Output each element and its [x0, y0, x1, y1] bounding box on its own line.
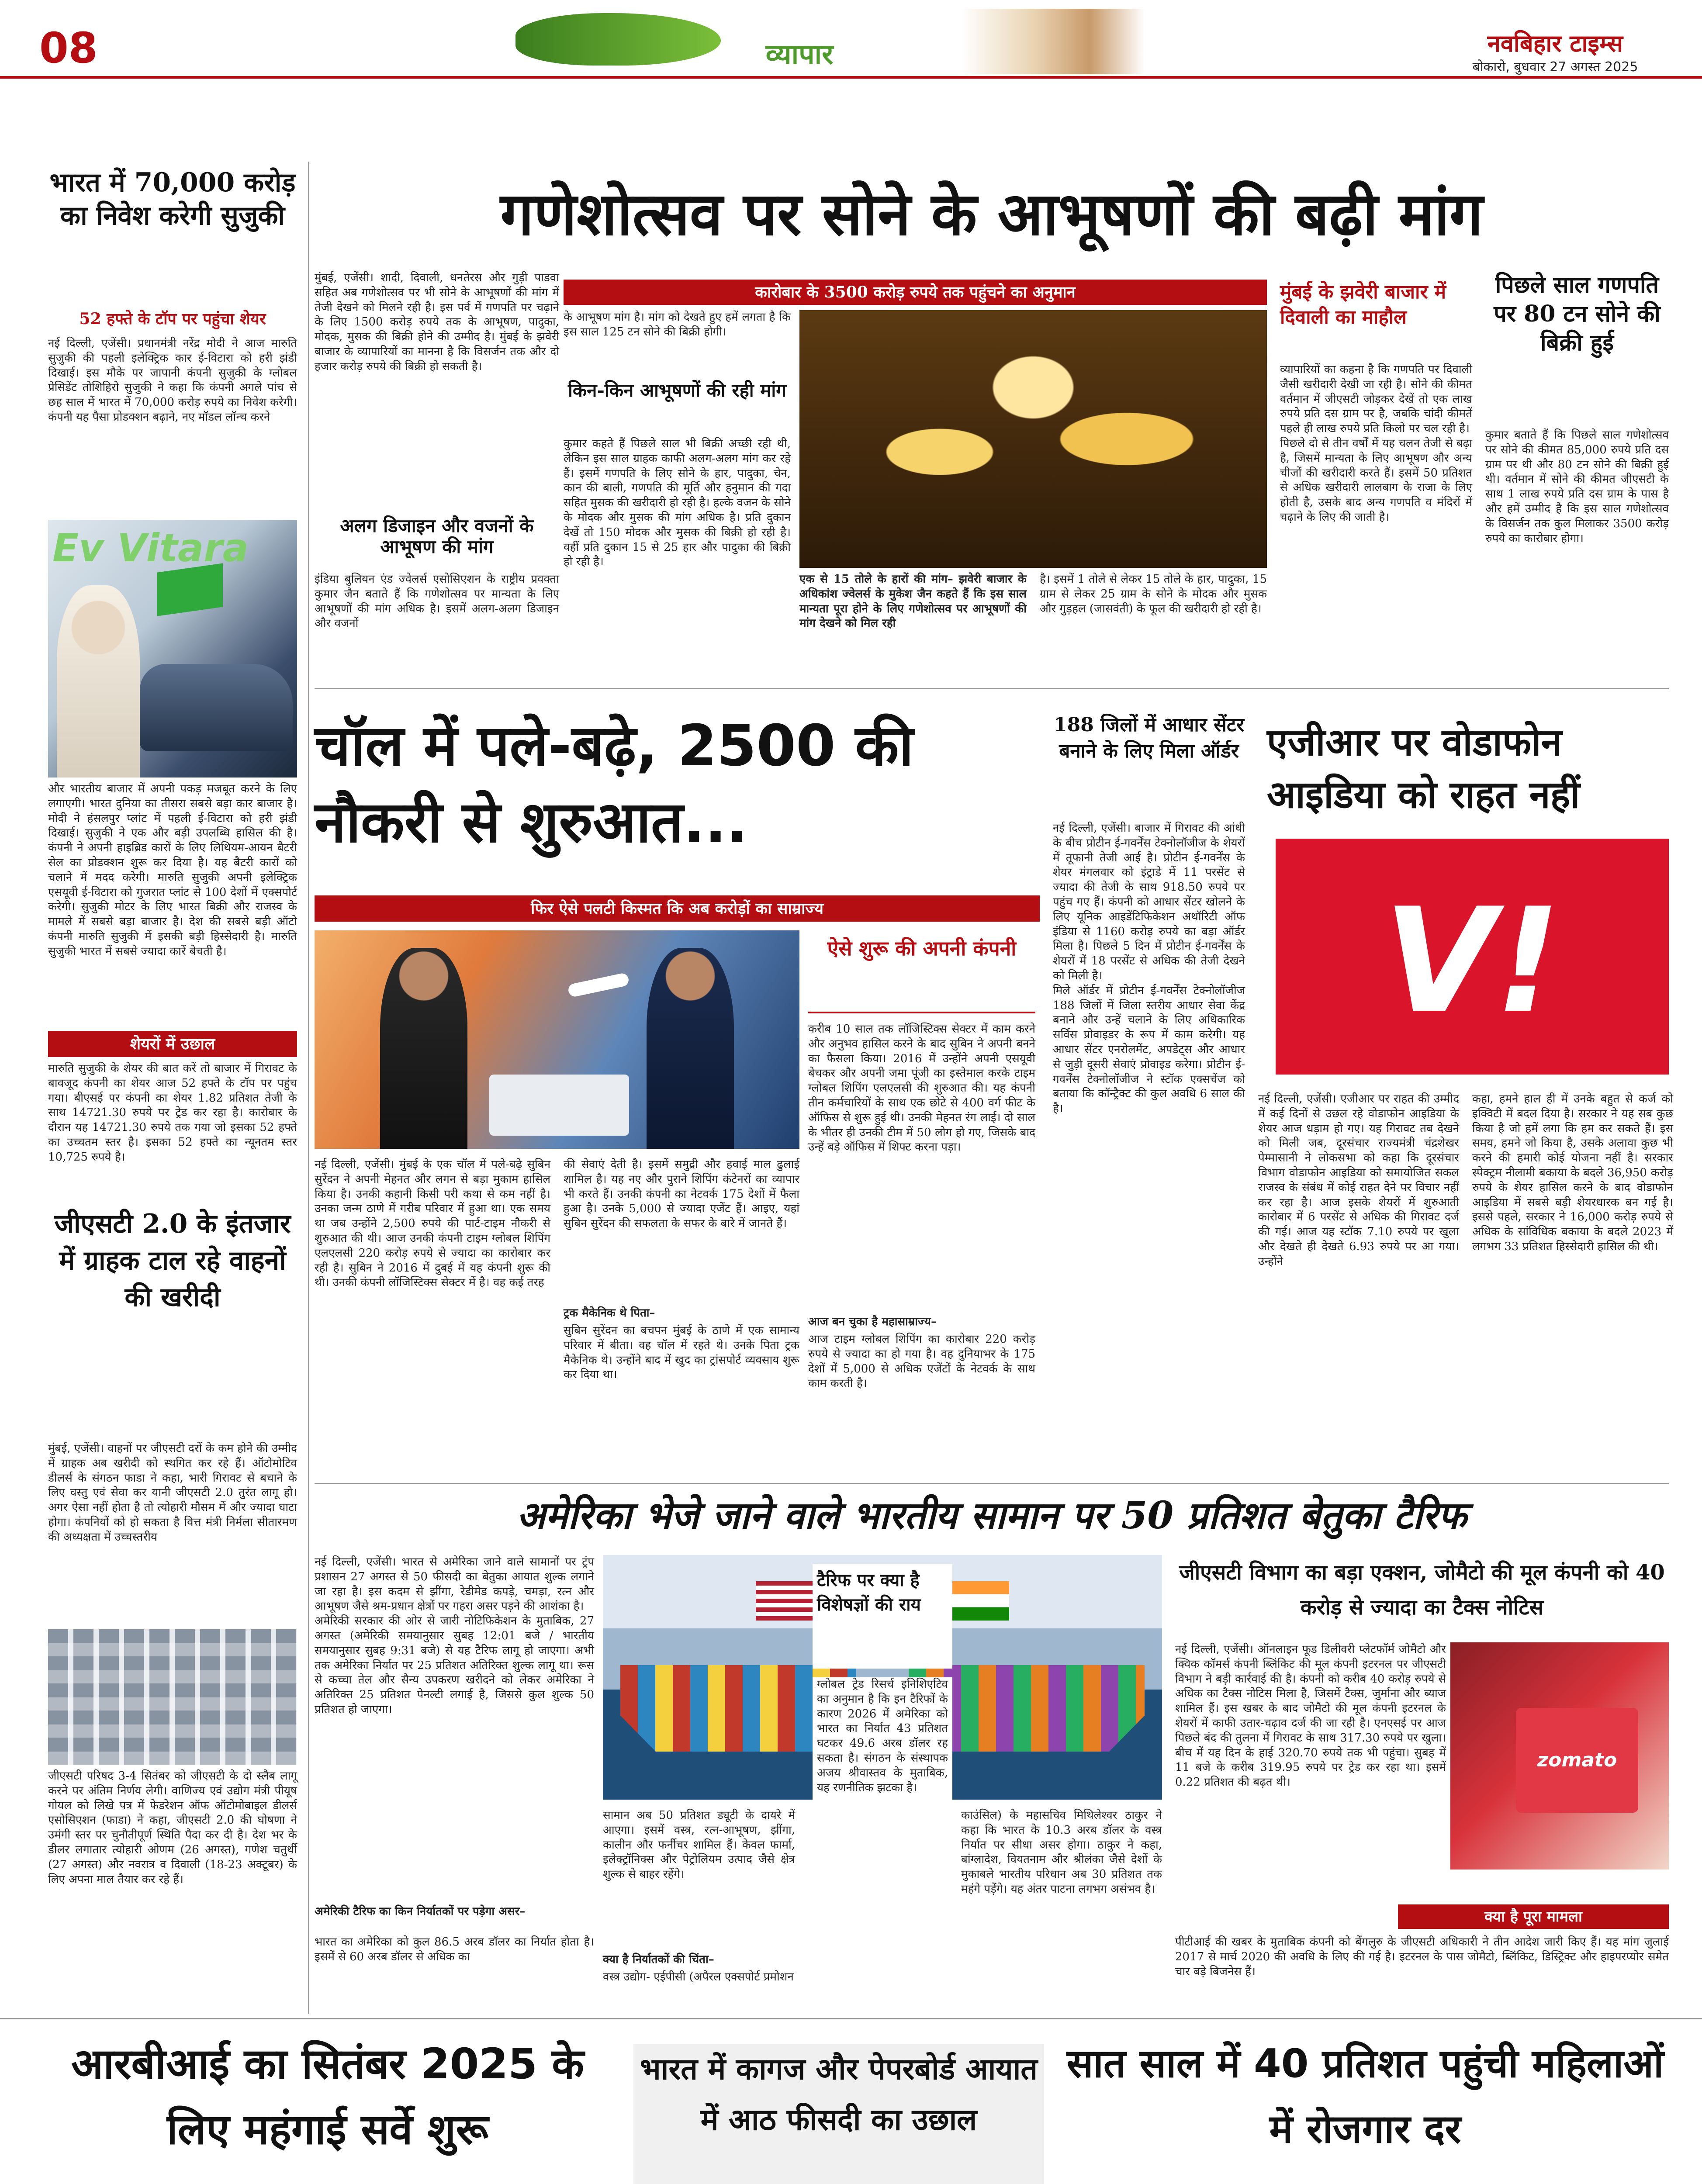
suzuki-body-2: और भारतीय बाजार में अपनी पकड़ मजबूत करने के लिए लगाएगी। भारत दुनिया का तीसरा सबसे बड़ा कार बाजार है। मोदी ने हंसलपुर प्लांट में पहली ई-विटारा को हरी झंडी दिखाई। सुजुकी ने एक और बड़ी उपलब्धि हासिल की है। कंपनी ने अपनी हाइब्रिड कारों के लिए लिथियम-आयन बैटरी सेल का प्रोडक्शन शुरू कर दिया है। यह बैटरी कारों को चलाने में मदद करेगी। मारुति सुजुकी अपनी इलेक्ट्रिक एसयूवी ई-विटारा को गुजरात प्लांट से 100 देशों में एक्सपोर्ट करेगी। सुजुकी मोटर के लिए भारत बिक्री और राजस्व के मामले में सबसे बड़ा बाजार है। देश की सबसे बड़ी ऑटो कंपनी मारुति सुजुकी में इसकी बड़ी हिस्सेदारी है। मारुति सुजुकी भारत में सबसे ज्यादा कारें बेचती है।	[48, 782, 301, 958]
chawl-col-3: करीब 10 साल तक लॉजिस्टिक्स सेक्टर में काम करने और अनुभव हासिल करने के बाद सुबिन ने अपनी बनने का फैसला किया। 2016 में उन्होंने अपनी एसयूवी बेचकर और अपनी जमा पूंजी का इस्तेमाल करके टाइम ग्लोबल शिपिंग एलएलसी की शुरुआत की। यह कंपनी तीन कर्मचारियों के साथ एक छोटे से 400 वर्ग फीट के ऑफिस से शुरू हुई थी। उनकी मेहनत रंग लाई। दो साल के भीतर ही उनकी टीम में 50 लोग हो गए, जिसके बाद उन्हें बड़े ऑफिस में शिफ्ट करना पड़ा।	[808, 1023, 1039, 1154]
tariff-col-4: काउंसिल) के महासचिव मिथिलेश्वर ठाकुर ने कहा कि भारत के 10.3 अरब डॉलर के वस्त्र निर्यात पर सीधा असर होगा। ठाकुर ने कहा, बांग्लादेश, वियतनाम और श्रीलंका जैसे देशों के मुकाबले भारतीय परिधान अब 30 प्रतिशत तक महंगे पड़ेंगे। यह अंतर पाटना लगभग असंभव है।	[961, 1809, 1166, 1896]
chawl-col-2b: सुबिन सुरेंदन का बचपन मुंबई के ठाणे में एक सामान्य परिवार में बीता। वह चॉल में रहते थे। उनके पिता ट्रक मैकेनिक थे। उन्होंने बाद में खुद का ट्रांसपोर्ट व्यवसाय शुरू कर दिया था।	[564, 1324, 803, 1382]
page-number: 08	[39, 24, 98, 73]
gst-body-1: मुंबई, एजेंसी। वाहनों पर जीएसटी दरों के कम होने की उम्मीद में ग्राहक अब खरीदी को स्थगित कर रहे हैं। ऑटोमोटिव डीलर्स के संगठन फाडा ने कहा, भारी गिरावट से बचाने के लिए वस्तु एवं सेवा कर यानी जीएसटी 2.0 तुरंत लागू हो। अगर ऐसा नहीं होता है तो त्योहारी मौसम में और ज्यादा घाटा होगा। कंपनियों को हो सकता है वित्त मंत्री निर्मला सीतारमण की अध्यक्षता में उच्चस्तरीय	[48, 1442, 301, 1544]
ganesh-sub-2: किन-किन आभूषणों की रही मांग	[568, 380, 786, 401]
person-left	[380, 948, 467, 1149]
tariff-col-1b: भारत का अमेरिका को कुल 86.5 अरब डॉलर का निर्यात होता है। इसमें से 60 अरब डॉलर से अधिक का	[315, 1935, 598, 1963]
india-flag	[944, 1581, 1009, 1621]
suzuki-subhead: 52 हफ्ते के टॉप पर पहुंचा शेयर	[79, 310, 266, 328]
vodafone-headline: एजीआर पर वोडाफोन आइडिया को राहत नहीं	[1267, 721, 1580, 817]
chawl-col-3-sub: आज बन चुका है महासाम्राज्य–	[808, 1315, 937, 1328]
bihar-map-graphic	[515, 13, 721, 66]
suzuki-body-3: मारुति सुजुकी के शेयर की बात करें तो बाजार में गिरावट के बावजूद कंपनी का शेयर आज 52 हफ्ते के टॉप पर पहुंच गया। बीएसई पर कंपनी का शेयर 1.82 प्रतिशत तेजी के साथ 14721.30 रुपये पर ट्रेड कर रहा है। कारोबार के दौरान यह 14721.30 रुपये तक गया जो इसका 52 हफ्ते का उच्चतम स्तर है। इसका 52 हफ्ते का न्यूनतम स्तर 10,725 रुपये है।	[48, 1062, 301, 1164]
vodafone-col-2: कहा, हमने हाल ही में उनके बहुत से कर्ज को इक्विटी में बदल दिया है। सरकार ने यह सब कुछ किया है जो हमें लगा कि हम कर सकते हैं। इस समय, हमने जो किया है, उसके अलावा कुछ भी करने की हमारी कोई योजना नहीं है। सरकार स्पेक्ट्रम नीलामी बकाया के बदले 36,950 करोड़ रुपये के शेयर हासिल करने के बाद वोडाफोन आइडिया में सबसे बड़ी शेयरधारक बन गई है। इससे पहले, सरकार ने 16,000 करोड़ रुपये से अधिक के सांविधिक बकाया के बदले 2023 में लगभग 33 प्रतिशत हिस्सेदारी हासिल की थी।	[1472, 1092, 1677, 1253]
lastyear-body: कुमार बताते हैं कि पिछले साल गणेशोत्सव पर सोने की कीमत 85,000 रुपये प्रति दस ग्राम पर थी और 80 टन सोने की बिक्री हुई थी। वर्तमान में सोने की कीमत जीएसटी के साथ 1 लाख रुपये प्रति दस ग्राम के पास है और हमें उम्मीद है कि इस साल गणेशोत्सव के विसर्जन तक कुल मिलाकर 3500 करोड़ रुपये का कारोबार होगा।	[1485, 429, 1673, 545]
zomato-body-2: पीटीआई की खबर के मुताबिक कंपनी को बेंगलुरु के जीएसटी अधिकारी ने तीन आदेश जारी किए हैं। यह मांग जुलाई 2017 से मार्च 2020 की अवधि के लिए की गई है। इटरनल के पास जोमैटो, ब्लिंकिट, डिस्ट्रिक्ट और हाइपरप्योर समेत चार बड़े बिजनेस हैं।	[1175, 1935, 1673, 1978]
vodafone-logo-photo	[1276, 839, 1669, 1075]
ganesh-col-1b: इंडिया बुलियन एंड ज्वेलर्स एसोसिएशन के राष्ट्रीय प्रवक्ता कुमार जैन बताते हैं कि गणेशोत्सव पर मान्यता के लिए आभूषणों की मांग अधिक है। इसमें अलग-अलग डिजाइन और वजनों	[315, 573, 563, 630]
entrepreneurs-photo	[315, 930, 799, 1149]
lastyear-headline: पिछले साल गणपति पर 80 टन सोने की बिक्री हुई	[1494, 272, 1660, 356]
zomato-rider-photo	[1450, 1642, 1669, 1870]
tariff-sub: टैरिफ पर क्या है विशेषज्ञों की राय	[813, 1564, 952, 1669]
chawl-col-1: नई दिल्ली, एजेंसी। मुंबई के एक चॉल में पले-बढ़े सुबिन सुरेंदन ने अपनी मेहनत और लगन से बड़ा मुकाम हासिल किया है। उनकी कहानी किसी परी कथा से कम नहीं है। उनका जन्म ठाणे में गरीब परिवार में हुआ था। एक समय था जब उन्होंने 2,500 रुपये की पार्ट-टाइम नौकरी से शुरुआत की थी। आज उनकी कंपनी टाइम ग्लोबल शिपिंग एलएलसी 220 करोड़ रुपये से ज्यादा का कारोबार कर रही है। सुबिन ने 2016 में दुबई में यह कंपनी शुरू की थी। उनकी कंपनी लॉजिस्टिक्स सेक्टर में है। वह कई तरह	[315, 1158, 554, 1289]
tariff-col-1: नई दिल्ली, एजेंसी। भारत से अमेरिका जाने वाले सामानों पर ट्रंप प्रशासन 27 अगस्त से 50 फीसदी का बेतुका आयात शुल्क लगाने जा रहा है। इस कदम से झींगा, रेडीमेड कपड़े, चमड़ा, रत्न और आभूषण जैसे श्रम-प्रधान क्षेत्रों पर गहरा असर पड़ने की आशंका है। अमेरिकी सरकार की ओर से जारी नोटिफिकेशन के मुताबिक, 27 अगस्त (अमेरिकी समयानुसार सुबह 12:01 बजे / भारतीय समयानुसार सुबह 9:31 बजे) से यह टैरिफ लागू हो जाएगा। अभी तक अमेरिका निर्यात पर 25 प्रतिशत अतिरिक्त शुल्क लागू था। रूस से कच्चा तेल और सैन्य उपकरण खरीदने को लेकर अमेरिका ने अतिरिक्त 25 प्रतिशत पेनल्टी लगाई है, जिससे कुल शुल्क 50 प्रतिशत हो जाएगा।	[315, 1555, 594, 1716]
tariff-col-2b: वस्त्र उद्योग- एईपीसी (अपैरल एक्सपोर्ट प्रमोशन	[603, 1970, 794, 1984]
suzuki-article	[48, 166, 301, 1123]
chawl-headline: चॉल में पले-बढ़े, 2500 की नौकरी से शुरुआत...	[315, 712, 914, 855]
car-shape	[140, 664, 293, 751]
paper-name: नवबिहार टाइम्स	[1487, 29, 1623, 57]
gst-headline: जीएसटी 2.0 के इंतजार में ग्राहक टाल रहे वाहनों की खरीदी	[54, 1209, 291, 1313]
zomato-headline: जीएसटी विभाग का बड़ा एक्शन, जोमैटो की मूल कंपनी को 40 करोड़ से ज्यादा का टैक्स नोटिस	[1179, 1560, 1665, 1620]
modi-figure	[57, 585, 140, 778]
ganesh-strip: कारोबार के 3500 करोड़ रुपये तक पहुंचने का अनुमान	[564, 280, 1267, 305]
ganesh-caption: एक से 15 तोले के हारों की मांग– झवेरी बाजार के अधिकांश ज्वेलर्स के मुकेश जैन कहते हैं कि इस साल मान्यता पूरा होने के लिए गणेशोत्सव पर आभूषणों की मांग देखने को मिल रही	[799, 573, 1031, 630]
gst-body-2: जीएसटी परिषद 3-4 सितंबर को जीएसटी के दो स्लैब लागू करने पर अंतिम निर्णय लेगी। वाणिज्य एवं उद्योग मंत्री पीयूष गोयल को लिखे पत्र में फेडरेशन ऑफ ऑटोमोबाइल डीलर्स एसोसिएशन (फाडा) ने कहा, जीएसटी 2.0 की घोषणा ने उमंगी स्तर पर चुनौतीपूर्ण स्थिति पैदा कर दी है। देश भर के डीलर लगातार त्योहारी ओणम (26 अगस्त), गणेश चतुर्थी (27 अगस्त) और नवरात्र व दिवाली (18-23 अक्टूबर) के लिए अपना माल तैयार कर रहे हैं।	[48, 1769, 301, 1886]
women-headline: सात साल में 40 प्रतिशत पहुंची महिलाओं में रोजगार दर	[1066, 2041, 1664, 2152]
chawl-strip: फिर ऐसे पलटी किस्मत कि अब करोड़ों का साम्राज्य	[315, 895, 1040, 922]
parked-cars-photo	[48, 1629, 297, 1765]
suzuki-headline: भारत में 70,000 करोड़ का निवेश करेगी सुजुकी	[49, 167, 296, 231]
ev-vitara-photo	[48, 520, 297, 778]
zomato-body: नई दिल्ली, एजेंसी। ऑनलाइन फूड डिलीवरी प्लेटफॉर्म जोमैटो और क्विक कॉमर्स कंपनी ब्लिंकिट की मूल कंपनी इटरनल पर जीएसटी विभाग ने बड़ी कार्रवाई की है। कंपनी को करीब 40 करोड़ रुपये से अधिक का टैक्स नोटिस मिला है, जिसमें टैक्स, जुर्माना और ब्याज शामिल हैं। इस खबर के बाद जोमैटो की मूल कंपनी इटरनल के शेयरों में काफी उतार-चढ़ाव दर्ज की जा रही है। एनएसई पर आज पिछले बंद की तुलना में गिरावट के साथ 317.30 रुपये पर खुला। बीच में यह दिन के हाई 320.70 रुपये तक भी पहुंचा। सुबह में 11 बजे के करीब 319.95 रुपये पर ट्रेड कर रहा था। इसमें 0.22 प्रतिशत की बढ़त थी।	[1175, 1643, 1450, 1789]
tariff-col-3: ग्लोबल ट्रेड रिसर्च इनिशिएटिव का अनुमान है कि इन टैरिफों के कारण 2026 में अमेरिका को भारत का निर्यात 43 प्रतिशत घटकर 49.6 अरब डॉलर रह सकता है। संगठन के संस्थापक अजय श्रीवास्तव के मुताबिक, यह रणनीतिक झटका है।	[813, 1677, 952, 2001]
tariff-col-2-sub: क्या है निर्यातकों की चिंता–	[603, 1953, 714, 1966]
section-divider-1	[315, 688, 1669, 689]
us-flag	[756, 1581, 821, 1621]
ganesh-col-1: मुंबई, एजेंसी। शादी, दिवाली, धनतेरस और गुड़ी पाडवा सहित अब गणेशोत्सव पर भी सोने के आभूषणों की मांग में तेजी देखने को मिलने रही है। इस पर्व में गणपति पर चढ़ाने के लिए 1500 करोड़ रुपये तक के आभूषण, पादुका, मोदक, मुसक की बिक्री होने की उम्मीद है। मुंबई के झवेरी बाजार के व्यापारियों का मानना है कि विसर्जन तक और दो हजार करोड़ रुपये की बिक्री हो सकती है।	[315, 271, 563, 373]
paper-headline: भारत में कागज और पेपरबोर्ड आयात में आठ फीसदी का उछाल	[633, 2044, 1044, 2184]
aadhaar-body: नई दिल्ली, एजेंसी। बाजार में गिरावट की आंधी के बीच प्रोटीन ई-गवर्नेंस टेक्नोलॉजीज के शेयरों में तूफानी तेजी आई है। प्रोटीन ई-गवर्नेंस के शेयर मंगलवार को इंट्राडे में 11 परसेंट से ज्यादा की तेजी के साथ 918.50 रुपये पर पहुंच गए हैं। कंपनी को आधार सेंटर खोलने के लिए यूनिक आइडेंटिफिकेशन अथॉरिटी ऑफ इंडिया से 1160 करोड़ रुपये का बड़ा ऑर्डर मिला है। पिछले 5 दिन में प्रोटीन ई-गवर्नेंस के शेयरों में 18 परसेंट से अधिक की तेजी देखने को मिली है। मिले ऑर्डर में प्रोटीन ई-गवर्नेंस टेक्नोलॉजीज 188 जिलों में जिला स्तरीय आधार सेवा केंद्र बनाने और उन्हें चलाने के लिए अधिकारिक सर्विस प्रोवाइडर के रूप में काम करेगी। यह आधार सेंटर एनरोलमेंट, अपडेट्स और आधार से जुड़ी दूसरी सेवाएं प्रोवाइड करेगा। प्रोटीन ई-गवर्नेंस टेक्नोलॉजीज ने स्टॉक एक्सचेंज को बताया कि कॉन्ट्रैक्ट की कुल अवधि 6 साल की है।	[1053, 822, 1245, 1116]
chawl-col-2-sub: ट्रक मैकेनिक थे पिता–	[564, 1306, 655, 1320]
person-right	[647, 948, 734, 1149]
tariff-col-1-sub: अमेरिकी टैरिफ का किन निर्यातकों पर पड़ेगा असर–	[315, 1905, 526, 1918]
zaveri-body: व्यापारियों का कहना है कि गणपति पर दिवाली जैसी खरीदारी देखी जा रही है। सोने की कीमत वर्तमान में जीएसटी जोड़कर देखें तो एक लाख रुपये प्रति दस ग्राम पर है, जबकि चांदी कीमतें पहले ही लाख रुपये प्रति किलो पर चल रही है। पिछले दो से तीन वर्षों में यह चलन तेजी से बढ़ा है, जिसमें मान्यता के लिए आभूषण और अन्य चीजों की खरीदारी करते हैं। इसमें 50 प्रतिशत से अधिक खरीदारी लालबाग के राजा के लिए होती है, उसके बाद अन्य गणपति व मंदिरों में चढ़ाने के लिए की जाती है।	[1280, 363, 1472, 524]
suzuki-share-strip: शेयरों में उछाल	[48, 1031, 297, 1057]
ganesh-col-2: के आभूषण मांग है। मांग को देखते हुए हमें लगता है कि इस साल 125 टन सोने की बिक्री होगी।	[564, 311, 795, 339]
rbi-headline: आरबीआई का सितंबर 2025 के लिए महंगाई सर्वे शुरू	[71, 2039, 585, 2154]
gold-jewellery-photo	[799, 310, 1267, 568]
dateline: बोकारो, बुधवार 27 अगस्त 2025	[1472, 59, 1638, 75]
truck-shape	[489, 1075, 629, 1136]
tariff-col-2: सामान अब 50 प्रतिशत ड्यूटी के दायरे में आएगा। इसमें वस्त्र, रत्न-आभूषण, झींगा, कालीन और फर्नीचर शामिल हैं। केवल फार्मा, इलेक्ट्रॉनिक्स और पेट्रोलियम उत्पाद जैसे क्षेत्र शुल्क से बाहर रहेंगे।	[603, 1809, 799, 1881]
ganesh-col-2b: कुमार कहते हैं पिछले साल भी बिक्री अच्छी रही थी, लेकिन इस साल ग्राहक काफी अलग-अलग मांग कर रहे हैं। इसमें गणपति के लिए सोने के हार, पादुका, चेन, कान की बाली, गणपति की मूर्ति और हनुमान की गदा सहित मुसक की खरीदारी हो रही है। हल्के वजन के सोने के मोदक और मुसक की मांग अधिक है। प्रति दुकान देखें तो 150 मोदक और मुसक की बिक्री हो रही है। वहीं प्रति दुकान 15 से 25 हार और पादुका की बिक्री हो रही है।	[564, 437, 795, 569]
chawl-col-3b: आज टाइम ग्लोबल शिपिंग का कारोबार 220 करोड़ रुपये से ज्यादा का हो गया है। वह दुनियाभर के 175 देशों में 5,000 से अधिक एजेंटों के नेटवर्क के साथ काम करती है।	[808, 1333, 1039, 1390]
suzuki-body-1: नई दिल्ली, एजेंसी। प्रधानमंत्री नरेंद्र मोदी ने आज मारुति सुजुकी की पहली इलेक्ट्रिक कार ई-विटारा को हरी झंडी दिखाई। इस मौके पर जापानी कंपनी सुजुकी के ग्लोबल प्रेसिडेंट तोशिहिरो सुजुकी ने कहा कि कंपनी अगले पांच से छह साल में भारत में 70,000 करोड़ रुपये का निवेश करेगी। कंपनी यह पैसा प्रोडक्शन बढ़ाने, नए मॉडल लॉन्च करने	[48, 337, 301, 424]
column-divider	[308, 162, 309, 2014]
vodafone-col-1: नई दिल्ली, एजेंसी। एजीआर पर राहत की उम्मीद में कई दिनों से उछल रहे वोडाफोन आइडिया के शेयर आज धड़ाम हो गए। यह गिरावट तब देखने को मिली जब, दूरसंचार राज्यमंत्री चंद्रशेखर पेम्मासानी ने लोकसभा को कहा कि दूरसंचार विभाग वोडाफोन आइडिया को समायोजित सकल राजस्व के संबंध में कोई राहत देने पर विचार नहीं कर रहा है। आज इसके शेयरों में शुरुआती कारोबार में 6 परसेंट से अधिक की गिरावट दर्ज की गई। आज यह स्टॉक 7.10 रुपये पर खुला और देखते ही देखते 6.93 रुपये पर आ गया। उन्होंने	[1258, 1092, 1463, 1268]
vi-logo: V!	[1384, 877, 1561, 1045]
section-divider-2	[315, 1483, 1669, 1484]
section-title: व्यापार	[765, 38, 834, 71]
plane-shape	[567, 972, 630, 998]
chawl-sub: ऐसे शुरू की अपनी कंपनी	[808, 935, 1035, 1013]
tariff-headline: अमेरिका भेजे जाने वाले भारतीय सामान पर 50 प्रतिशत बेतुका टैरिफ	[516, 1493, 1467, 1538]
section-divider-3	[0, 2018, 1702, 2019]
aadhaar-headline: 188 जिलों में आधार सेंटर बनाने के लिए मिला ऑर्डर	[1053, 714, 1245, 762]
cars-overlay	[48, 1629, 297, 1765]
ganesh-sub-1: अलग डिजाइन और वजनों के आभूषण की मांग	[340, 515, 534, 558]
zomato-strip: क्या है पूरा मामला	[1398, 1904, 1669, 1929]
zaveri-headline: मुंबई के झवेरी बाजार में दिवाली का माहौल	[1280, 281, 1446, 328]
ganesh-headline: गणेशोत्सव पर सोने के आभूषणों की बढ़ी मांग	[500, 179, 1483, 249]
statue-graphic	[961, 9, 1145, 74]
chawl-col-2: की सेवाएं देती है। इसमें समुद्री और हवाई माल ढुलाई शामिल है। यह नए और पुराने शिपिंग कंटेनरों का व्यापार भी करते हैं। उनकी कंपनी का नेटवर्क 175 देशों में फैला हुआ है। उनके 5,000 से ज्यादा एजेंट हैं। आइए, यहां सुबिन सुरेंदन की सफलता के सफर के बारे में जानते हैं।	[564, 1158, 803, 1230]
ganesh-caption-2: है। इसमें 1 तोले से लेकर 15 तोले के हार, पादुका, 15 ग्राम से लेकर 25 ग्राम के सोने के मोदक और मुसक और गुड़हल (जासवंती) के फूल की खरीदारी हो रही है।	[1040, 573, 1271, 615]
masthead	[0, 0, 1702, 79]
ev-vitara-label: Ev Vitara	[52, 525, 249, 570]
zomato-box-label: zomato	[1537, 1749, 1617, 1771]
